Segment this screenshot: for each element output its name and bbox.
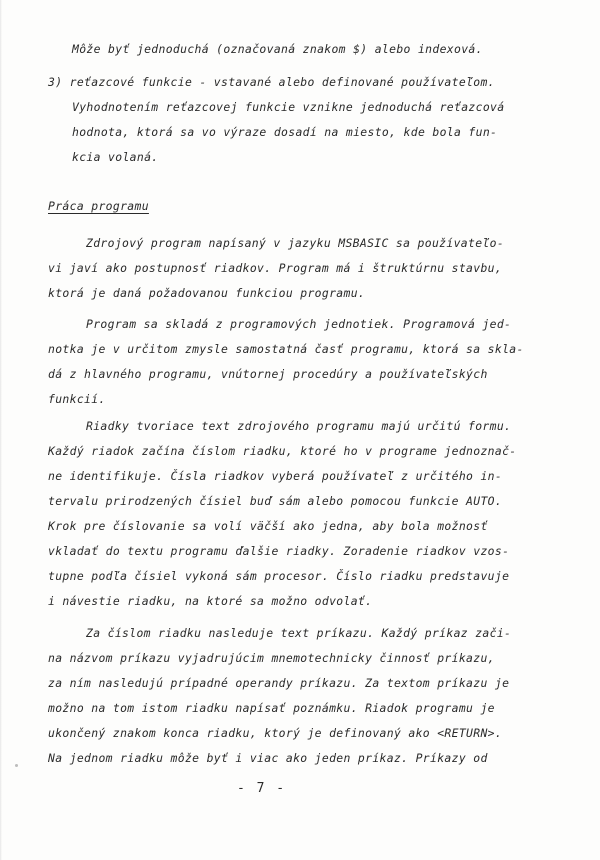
- page-edge-shadow: [0, 0, 2, 860]
- paragraph-3-line: tervalu prirodzených čísiel buď sám alebo pomocou funkcie AUTO.: [48, 494, 503, 508]
- text-line: Môže byť jednoduchá (označovaná znakom $) alebo indexová.: [72, 42, 483, 56]
- paragraph-3-line: Riadky tvoriace text zdrojového programu majú určitú formu.: [86, 419, 512, 433]
- paragraph-4-line: na názvom príkazu vyjadrujúcim mnemotechnicky činnosť príkazu,: [48, 651, 495, 665]
- paragraph-1-line: Zdrojový program napísaný v jazyku MSBASIC sa používateľo-: [86, 236, 505, 250]
- paragraph-4-line: možno na tom istom riadku napísať poznámku. Riadok programu je: [48, 701, 495, 715]
- paragraph-1-line: ktorá je daná požadovanou funkciou programu.: [48, 286, 366, 300]
- paragraph-3-line: vkladať do textu programu ďalšie riadky. Zoradenie riadkov vzos-: [48, 544, 510, 558]
- paragraph-4-line: ukončený znakom konca riadku, ktorý je definovaný ako <RETURN>.: [48, 726, 503, 740]
- paragraph-4-line: za ním nasledujú prípadné operandy príkazu. Za textom príkazu je: [48, 676, 510, 690]
- text-line: Vyhodnotením reťazcovej funkcie vznikne jednoduchá reťazcová: [72, 100, 505, 114]
- paragraph-2-line: dá z hlavného programu, vnútornej procedúry a používateľských: [48, 367, 488, 381]
- paragraph-3-line: Krok pre číslovanie sa volí väčší ako jedna, aby bola možnosť: [48, 519, 488, 533]
- scan-speck: [15, 764, 18, 767]
- paragraph-3-line: tupne podľa čísiel vykoná sám procesor. Číslo riadku predstavuje: [48, 569, 510, 583]
- paragraph-4-line: Za číslom riadku nasleduje text príkazu. Každý príkaz zači-: [86, 626, 512, 640]
- paragraph-2-line: funkcií.: [48, 392, 106, 406]
- paragraph-3-line: ne identifikuje. Čísla riadkov vyberá používateľ z určitého in-: [48, 469, 503, 483]
- page-number: - 7 -: [237, 781, 287, 796]
- section-heading: Práca programu: [48, 199, 149, 213]
- list-item-3: 3) reťazcové funkcie - vstavané alebo definované používateľom.: [48, 75, 495, 89]
- paragraph-3-line: Každý riadok začína číslom riadku, ktoré ho v programe jednoznač-: [48, 444, 517, 458]
- text-line: hodnota, ktorá sa vo výraze dosadí na miesto, kde bola fun-: [72, 125, 498, 139]
- paragraph-3-line: i návestie riadku, na ktoré sa možno odvolať.: [48, 594, 373, 608]
- paragraph-2-line: Program sa skladá z programových jednotiek. Programová jed-: [86, 317, 512, 331]
- paragraph-1-line: vi javí ako postupnosť riadkov. Program má i štruktúrnu stavbu,: [48, 261, 503, 275]
- paragraph-4-line: Na jednom riadku môže byť i viac ako jeden príkaz. Príkazy od: [48, 751, 488, 765]
- text-line: kcia volaná.: [72, 150, 159, 164]
- paragraph-2-line: notka je v určitom zmysle samostatná časť programu, ktorá sa skla-: [48, 342, 524, 356]
